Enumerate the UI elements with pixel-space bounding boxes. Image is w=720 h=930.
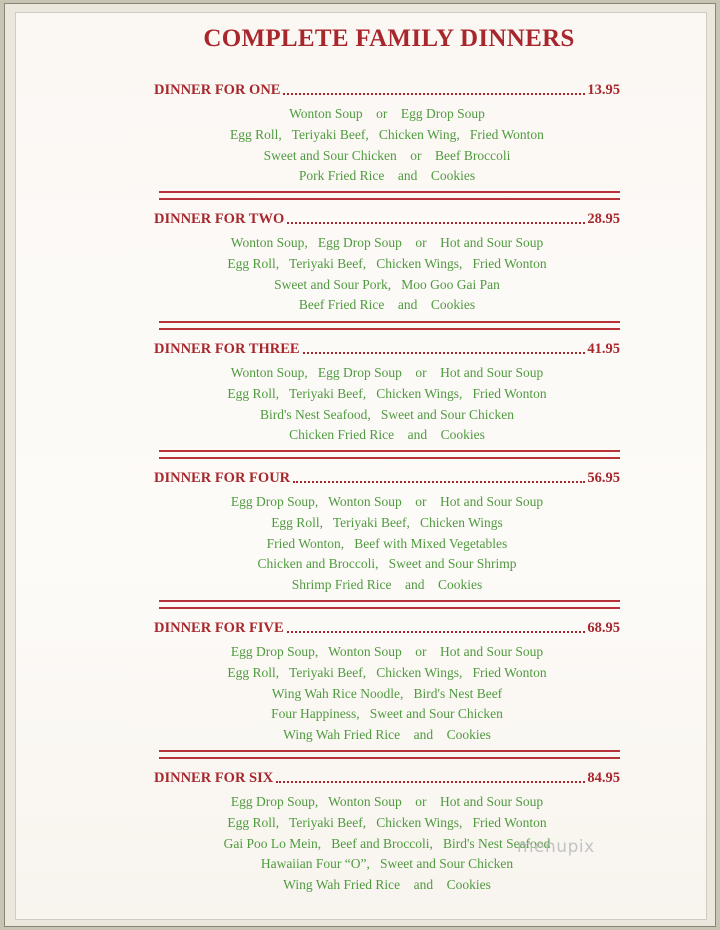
menu-section [154,469,620,596]
menu-item-line: Wonton Soup, Egg Drop Soup or Hot and Sour Soup [230,235,544,250]
menu-item-line: Egg Drop Soup, Wonton Soup or Hot and Sour Soup [230,794,544,809]
section-divider [159,450,620,459]
watermark: menupix [517,837,595,857]
menu-section [154,210,620,316]
menu-item-line: Hawaiian Four “O”, Sweet and Sour Chicken [260,856,514,872]
section-name: DINNER FOR FOUR [154,470,291,486]
dot-leader [276,781,585,783]
dot-leader [293,481,585,483]
section-name: DINNER FOR SIX [154,770,274,786]
section-name: DINNER FOR TWO [154,211,285,227]
menu-item-line: Wonton Soup or Egg Drop Soup [289,106,485,121]
menu-item-line: Egg Roll, Teriyaki Beef, Chicken Wings [271,514,503,530]
menu-item-line: Sweet and Sour Chicken or Beef Broccoli [263,147,511,163]
item-list [154,492,620,596]
section-price: 56.95 [587,470,620,486]
menu-page [15,12,707,920]
menu-item-line: Wing Wah Rice Noodle, Bird's Nest Beef [271,685,503,701]
section-price: 41.95 [587,341,620,357]
dot-leader [287,631,586,633]
menu-frame [4,3,716,927]
menu-item-line: Wing Wah Fried Rice and Cookies [283,877,491,893]
menu-item-line: Beef Fried Rice and Cookies [298,297,476,313]
menu-item-line: Bird's Nest Seafood, Sweet and Sour Chicken [259,406,515,422]
section-name: DINNER FOR THREE [154,341,300,357]
section-header [154,469,620,487]
menu-item-line: Egg Roll, Teriyaki Beef, Chicken Wings, Fried Wonton [227,255,547,271]
section-divider [159,600,620,609]
dot-leader [283,93,585,95]
section-divider [159,321,620,330]
menu-item-line: Fried Wonton, Beef with Mixed Vegetables [266,535,508,551]
menu-item-line: Shrimp Fried Rice and Cookies [291,577,483,593]
section-header [154,619,620,637]
dot-leader [287,222,585,224]
section-price: 68.95 [587,620,620,636]
menu-item-line: Chicken and Broccoli, Sweet and Sour Shrimp [257,556,517,572]
menu-item-line: Four Happiness, Sweet and Sour Chicken [271,706,503,722]
menu-item-line: Egg Roll, Teriyaki Beef, Chicken Wing, Fried Wonton [230,126,544,142]
page-title: COMPLETE FAMILY DINNERS [203,25,575,52]
item-list [154,104,620,187]
menu-item-line: Egg Roll, Teriyaki Beef, Chicken Wings, Fried Wonton [227,664,547,680]
menu-section [154,81,620,187]
menu-item-line: Egg Drop Soup, Wonton Soup or Hot and Sour Soup [230,644,544,659]
menu-item-line: Egg Roll, Teriyaki Beef, Chicken Wings, Fried Wonton [227,385,547,401]
menu-item-line: Wing Wah Fried Rice and Cookies [283,727,491,743]
menu-section [154,340,620,446]
menu-section [154,619,620,746]
dot-leader [303,352,586,354]
section-divider [159,191,620,200]
section-price: 84.95 [587,770,620,786]
section-header [154,340,620,358]
section-price: 28.95 [587,211,620,227]
menu-item-line: Pork Fried Rice and Cookies [298,168,476,184]
menu-item-line: Wonton Soup, Egg Drop Soup or Hot and Sour Soup [230,365,544,380]
menu-item-line: Egg Drop Soup, Wonton Soup or Hot and Sour Soup [230,494,544,509]
item-list [154,642,620,746]
section-header [154,769,620,787]
menu-section [154,769,620,896]
section-name: DINNER FOR ONE [154,82,281,98]
section-price: 13.95 [587,82,620,98]
section-header [154,81,620,99]
section-name: DINNER FOR FIVE [154,620,284,636]
section-divider [159,750,620,759]
section-header [154,210,620,228]
item-list [154,233,620,316]
menu-item-line: Gai Poo Lo Mein, Beef and Broccoli, Bird's Nest Seafood [223,835,551,851]
menu-item-line: Chicken Fried Rice and Cookies [289,427,485,443]
item-list [154,363,620,446]
menu-item-line: Sweet and Sour Pork, Moo Goo Gai Pan [274,276,500,292]
menu-item-line: Egg Roll, Teriyaki Beef, Chicken Wings, Fried Wonton [227,814,547,830]
